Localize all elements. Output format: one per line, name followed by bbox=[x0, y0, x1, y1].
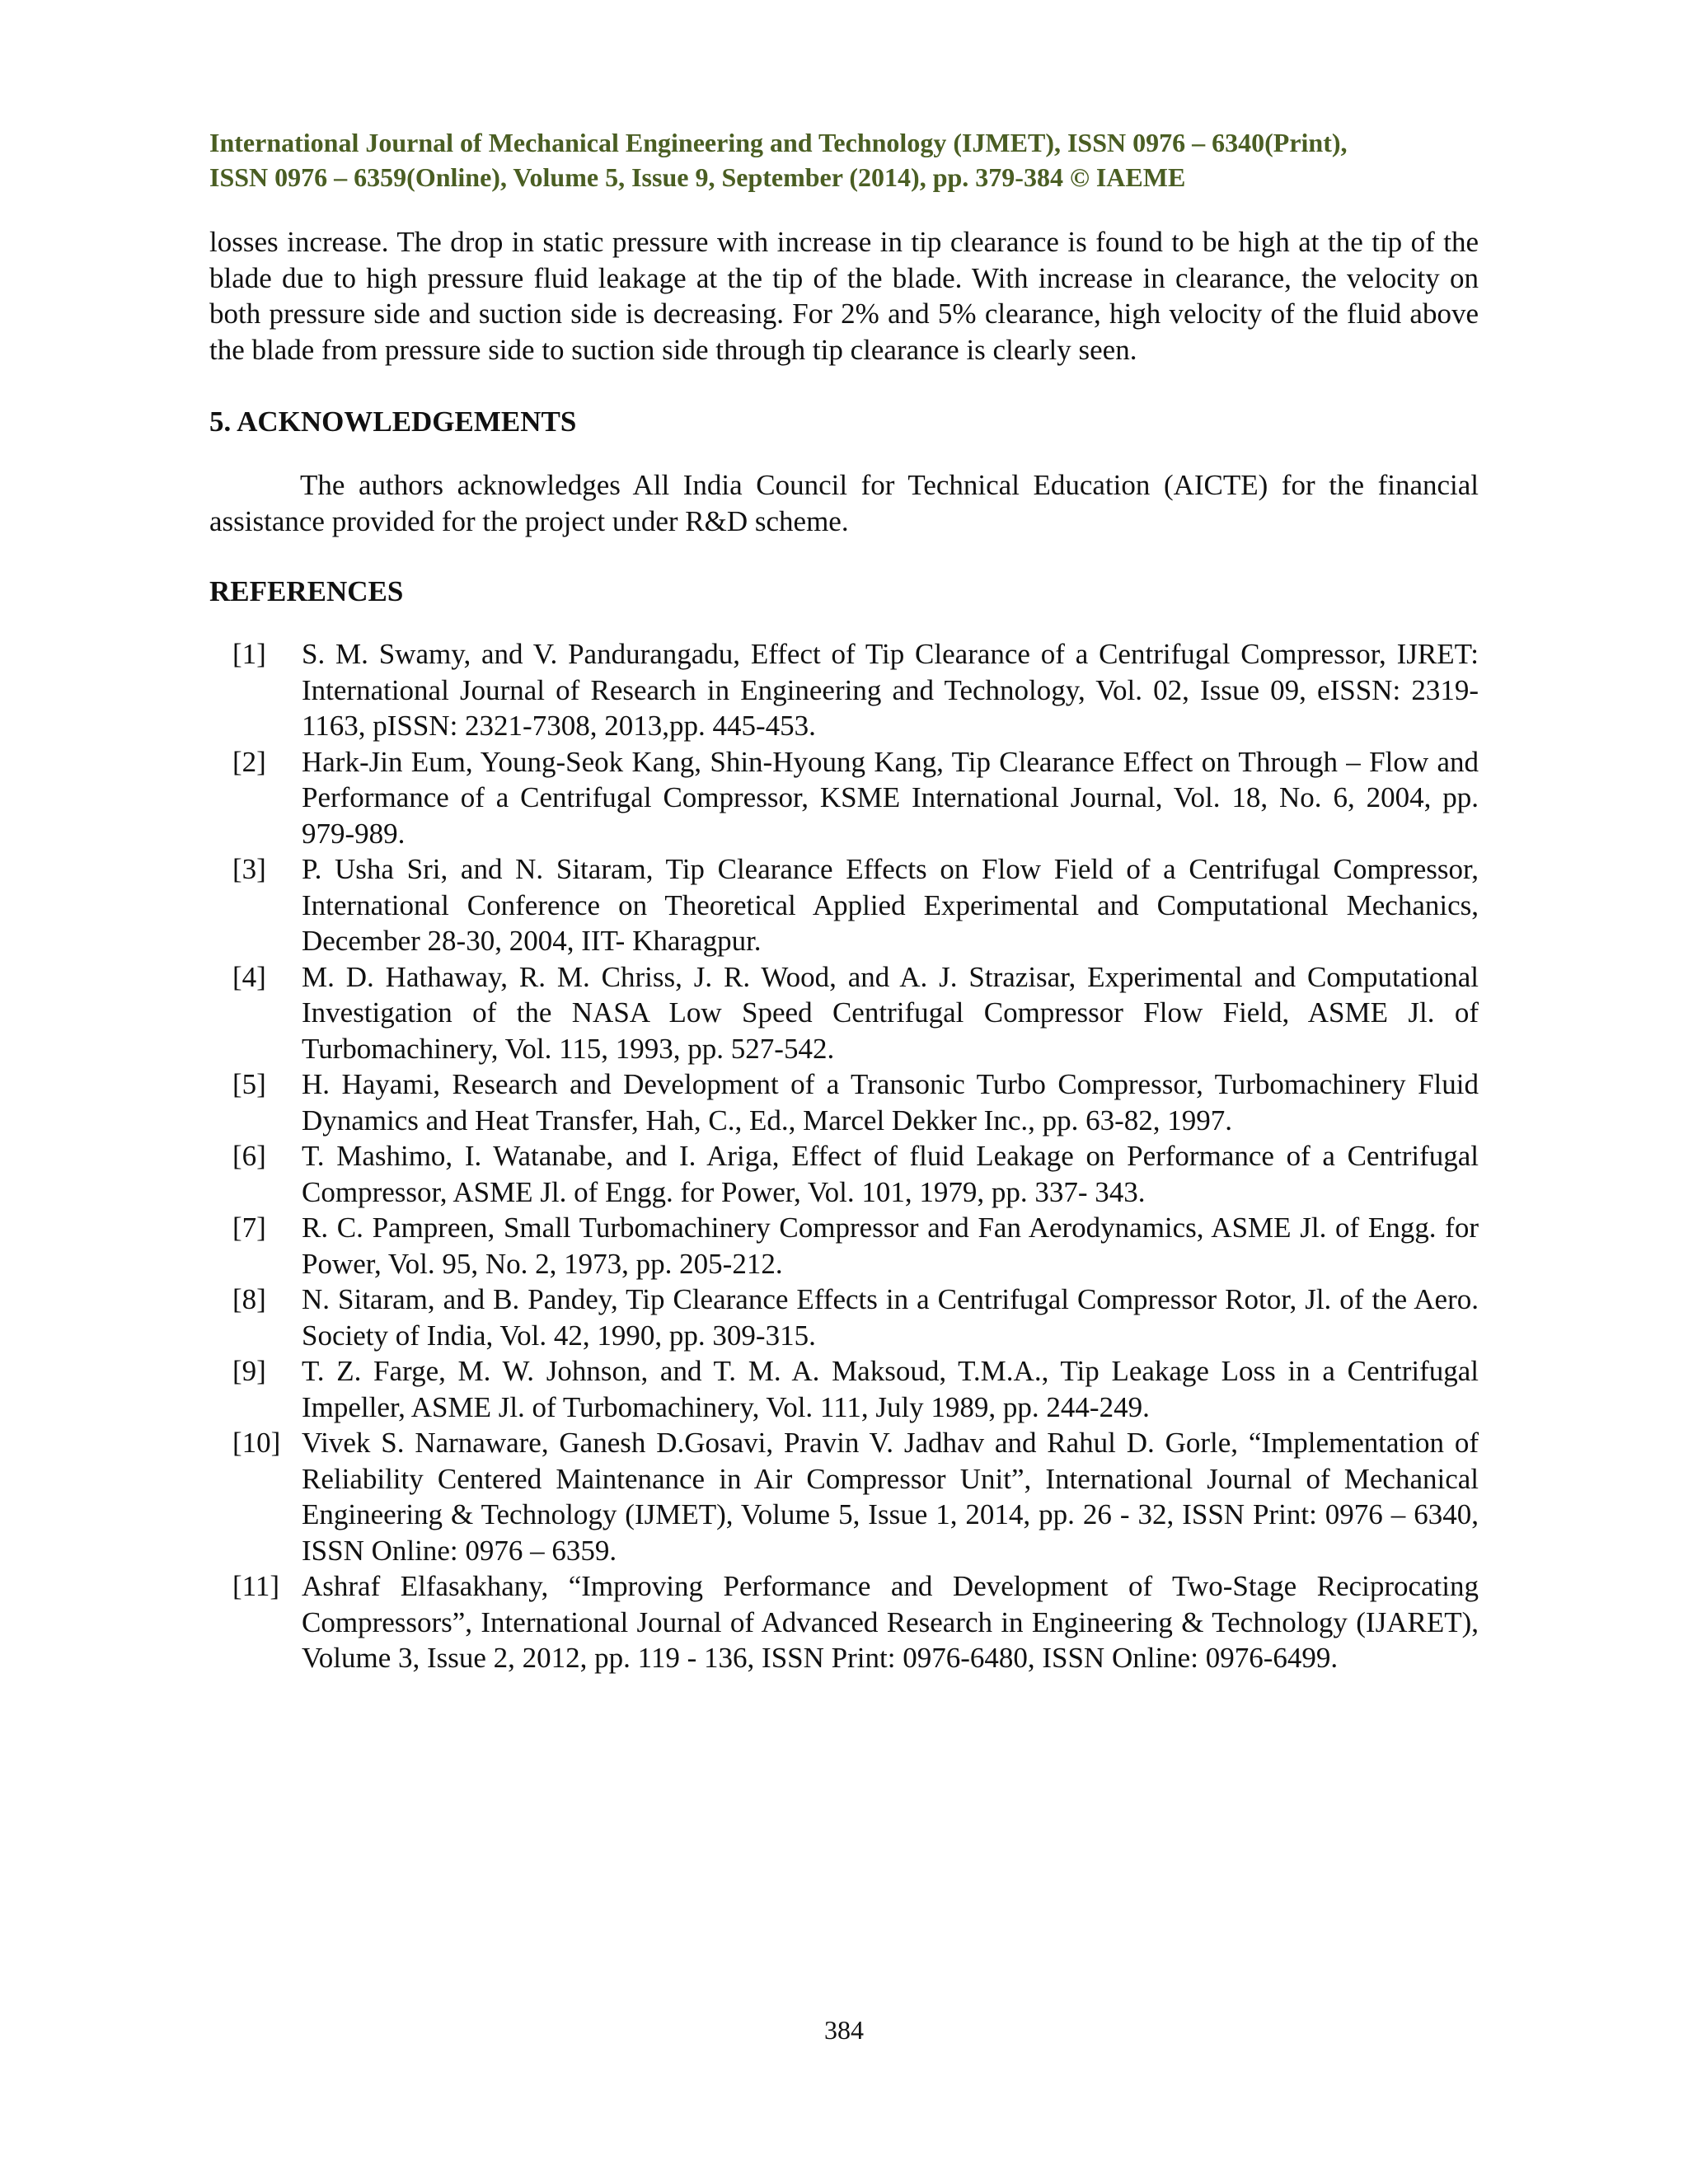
reference-number: [8] bbox=[232, 1283, 266, 1315]
references-list bbox=[209, 636, 1479, 1676]
reference-number: [2] bbox=[232, 745, 266, 778]
reference-item bbox=[209, 744, 1479, 852]
reference-number: [6] bbox=[232, 1140, 266, 1172]
reference-text: H. Hayami, Research and Development of a Transonic Turbo Compressor, Turbomachinery Fluid Dynamics and Heat Transfer, Hah, C., Ed., Marcel Dekker Inc., pp. 63-82, 1997. bbox=[302, 1068, 1479, 1137]
reference-item bbox=[209, 851, 1479, 959]
reference-text: P. Usha Sri, and N. Sitaram, Tip Clearance Effects on Flow Field of a Centrifugal Compressor, International Conference on Theoretical Applied Experimental and Computational Mechanics, December 28-30, 2004, IIT- Kharagpur. bbox=[302, 853, 1479, 957]
reference-text: Vivek S. Narnaware, Ganesh D.Gosavi, Pravin V. Jadhav and Rahul D. Gorle, “Implementation of Reliability Centered Maintenance in Air Compressor Unit”, International Journal of Mechanical Engineering & Technology (IJMET), Volume 5, Issue 1, 2014, pp. 26 - 32, ISSN Print: 0976 – 6340, ISSN Online: 0976 – 6359. bbox=[302, 1427, 1479, 1567]
reference-item bbox=[209, 1066, 1479, 1138]
reference-item bbox=[209, 1568, 1479, 1676]
reference-item bbox=[209, 1425, 1479, 1568]
reference-text: S. M. Swamy, and V. Pandurangadu, Effect of Tip Clearance of a Centrifugal Compressor, IJRET: International Journal of Research in Engineering and Technology, Vol. 02, Issue 09, eISSN: 2319-1163, pISSN: 2321-7308, 2013,pp. 445-453. bbox=[302, 638, 1479, 742]
reference-number: [1] bbox=[232, 638, 266, 670]
acknowledgements-paragraph: The authors acknowledges All India Council for Technical Education (AICTE) for the financial assistance provided for the project under R&D scheme. bbox=[209, 469, 1479, 537]
journal-header-line-2: ISSN 0976 – 6359(Online), Volume 5, Issue 9, September (2014), pp. 379-384 © IAEME bbox=[209, 162, 1186, 192]
reference-number: [9] bbox=[232, 1355, 266, 1387]
reference-item bbox=[209, 1353, 1479, 1425]
acknowledgements-heading: 5. ACKNOWLEDGEMENTS bbox=[209, 405, 577, 438]
reference-item bbox=[209, 1138, 1479, 1210]
reference-number: [11] bbox=[232, 1570, 280, 1602]
reference-text: R. C. Pampreen, Small Turbomachinery Compressor and Fan Aerodynamics, ASME Jl. of Engg. for Power, Vol. 95, No. 2, 1973, pp. 205-212. bbox=[302, 1212, 1479, 1280]
body-paragraph: losses increase. The drop in static pressure with increase in tip clearance is found to be high at the tip of the blade due to high pressure fluid leakage at the tip of the blade. With increase in clearance, the velocity on both pressure side and suction side is decreasing. For 2% and 5% clearance, high velocity of the fluid above the blade from pressure side to suction side through tip clearance is clearly seen. bbox=[209, 226, 1479, 366]
reference-item bbox=[209, 636, 1479, 744]
references-heading: REFERENCES bbox=[209, 575, 404, 607]
reference-text: T. Z. Farge, M. W. Johnson, and T. M. A. Maksoud, T.M.A., Tip Leakage Loss in a Centrifugal Impeller, ASME Jl. of Turbomachinery, Vol. 111, July 1989, pp. 244-249. bbox=[302, 1355, 1479, 1423]
reference-item bbox=[209, 959, 1479, 1067]
reference-text: Hark-Jin Eum, Young-Seok Kang, Shin-Hyoung Kang, Tip Clearance Effect on Through – Flow and Performance of a Centrifugal Compressor, KSME International Journal, Vol. 18, No. 6, 2004, pp. 979-989. bbox=[302, 745, 1479, 850]
reference-item bbox=[209, 1282, 1479, 1353]
reference-number: [7] bbox=[232, 1212, 266, 1244]
reference-text: Ashraf Elfasakhany, “Improving Performance and Development of Two-Stage Reciprocating Compressors”, International Journal of Advanced Research in Engineering & Technology (IJARET), Volume 3, Issue 2, 2012, pp. 119 - 136, ISSN Print: 0976-6480, ISSN Online: 0976-6499. bbox=[302, 1570, 1479, 1674]
reference-number: [5] bbox=[232, 1068, 266, 1100]
reference-item bbox=[209, 1210, 1479, 1282]
page-number: 384 bbox=[824, 2015, 864, 2045]
journal-header-line-1: International Journal of Mechanical Engineering and Technology (IJMET), ISSN 0976 – 6340(Print), bbox=[209, 128, 1348, 157]
reference-number: [10] bbox=[232, 1427, 281, 1459]
reference-number: [3] bbox=[232, 853, 266, 885]
reference-number: [4] bbox=[232, 960, 266, 993]
reference-text: N. Sitaram, and B. Pandey, Tip Clearance Effects in a Centrifugal Compressor Rotor, Jl. of the Aero. Society of India, Vol. 42, 1990, pp. 309-315. bbox=[302, 1283, 1479, 1352]
reference-text: T. Mashimo, I. Watanabe, and I. Ariga, Effect of fluid Leakage on Performance of a Centrifugal Compressor, ASME Jl. of Engg. for Power, Vol. 101, 1979, pp. 337- 343. bbox=[302, 1140, 1479, 1208]
journal-header bbox=[209, 125, 1479, 194]
reference-text: M. D. Hathaway, R. M. Chriss, J. R. Wood, and A. J. Strazisar, Experimental and Computational Investigation of the NASA Low Speed Centrifugal Compressor Flow Field, ASME Jl. of Turbomachinery, Vol. 115, 1993, pp. 527-542. bbox=[302, 960, 1479, 1065]
